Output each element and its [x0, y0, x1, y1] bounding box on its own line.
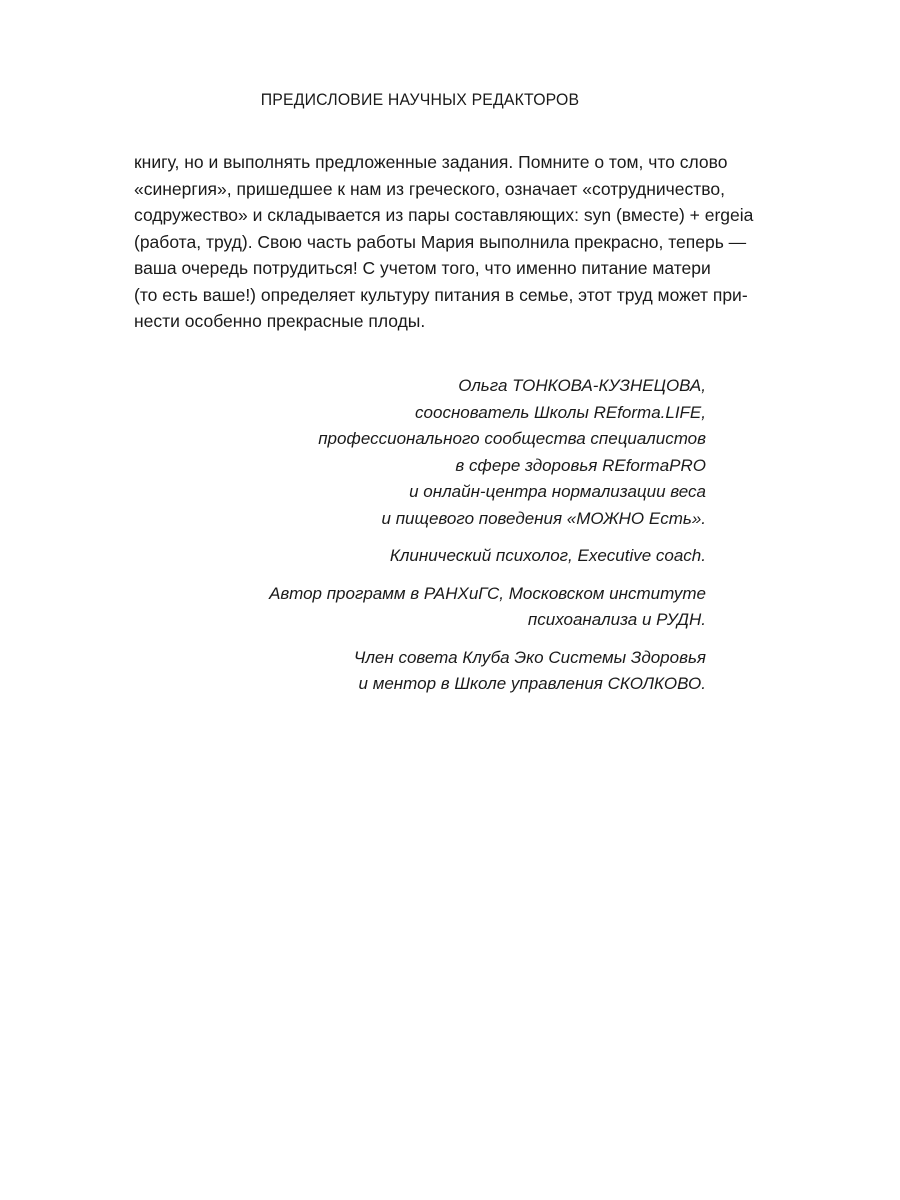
body-line: содружество» и складывается из пары составляющих: syn (вместе) + ergeia — [134, 205, 754, 225]
signature-author-name: Ольга ТОНКОВА-КУЗНЕЦОВА, — [458, 376, 706, 395]
body-line: (то есть ваше!) определяет культуру питания в семье, этот труд может при- — [134, 284, 748, 305]
signature-line: и онлайн-центра нормализации веса — [409, 482, 706, 501]
body-paragraph — [134, 149, 754, 335]
signature — [186, 373, 706, 709]
signature-line: сооснователь Школы REforma.LIFE, — [415, 402, 706, 422]
signature-line: в сфере здоровья REformaPRO — [455, 455, 706, 475]
signature-line: Член совета Клуба Эко Системы Здоровья — [353, 647, 706, 667]
body-line: ваша очередь потрудиться! С учетом того, что именно питание матери — [134, 258, 711, 278]
body-line: «синергия», пришедшее к нам из греческого, означает «сотрудничество, — [134, 178, 725, 199]
running-head: ПРЕДИСЛОВИЕ НАУЧНЫХ РЕДАКТОРОВ — [260, 90, 580, 109]
signature-role-block — [186, 543, 706, 570]
body-line: (работа, труд). Свою часть работы Мария выполнила прекрасно, теперь — — [134, 231, 747, 252]
signature-name-block — [186, 373, 706, 532]
signature-line: профессионального сообщества специалистов — [318, 429, 706, 448]
signature-line: Автор программ в РАНХиГС, Московском институте — [269, 583, 706, 603]
body-line: книгу, но и выполнять предложенные задания. Помните о том, что слово — [134, 152, 728, 172]
signature-member-block — [186, 645, 706, 698]
body-line: нести особенно прекрасные плоды. — [134, 311, 426, 331]
signature-line: и пищевого поведения «МОЖНО Есть». — [381, 508, 706, 528]
signature-author-block — [186, 581, 706, 634]
signature-line: и ментор в Школе управления СКОЛКОВО. — [358, 674, 706, 693]
signature-line: Клинический психолог, Executive coach. — [389, 546, 706, 565]
signature-line: психоанализа и РУДН. — [527, 610, 706, 629]
